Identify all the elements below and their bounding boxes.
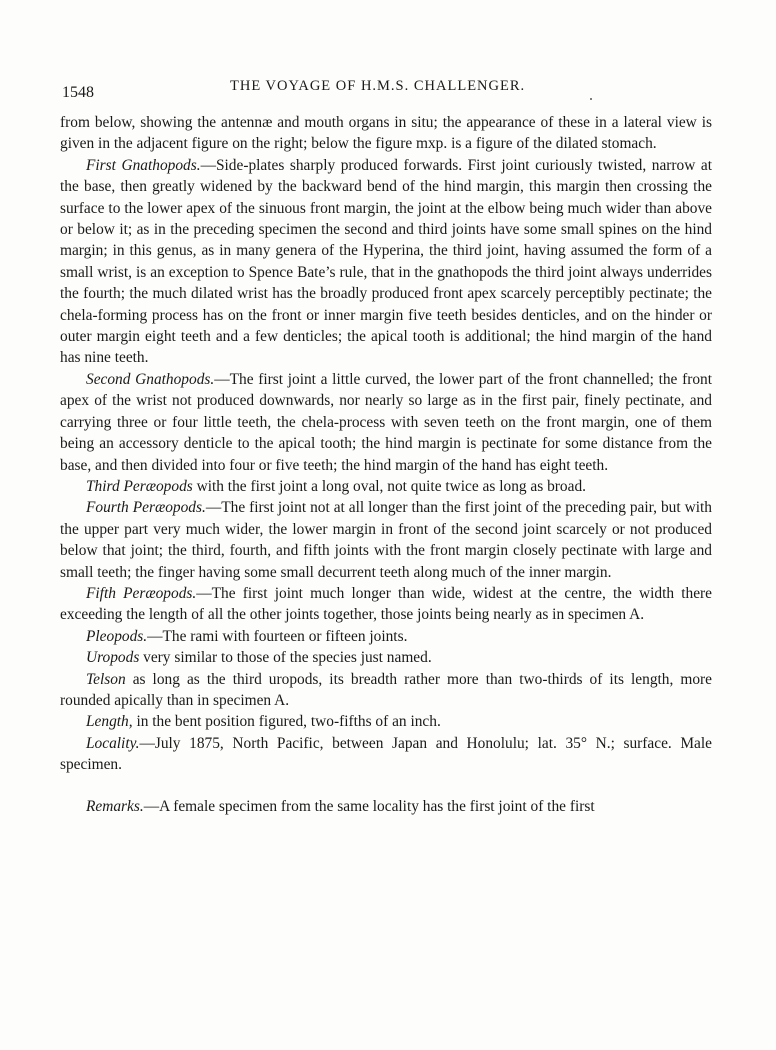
paragraph-text: —July 1875, North Pacific, between Japan and Honolulu; lat. 35° N.; surface. Male specimen. <box>60 734 712 774</box>
paragraph-length <box>60 711 712 732</box>
paragraph-lead: First Gnathopods. <box>86 156 201 174</box>
running-title: THE VOYAGE OF H.M.S. CHALLENGER. <box>230 78 526 94</box>
paragraph-locality <box>60 733 712 776</box>
page-header <box>62 78 712 102</box>
page-number: 1548 <box>62 84 94 101</box>
paragraph-uropods <box>60 647 712 668</box>
paragraph-lead: Fifth Peræopods. <box>86 584 197 602</box>
paragraph-text: —Side-plates sharply produced forwards. First joint curiously twisted, narrow at the base, then greatly widened by the backward bend of the hind margin, this margin then crossing the surface to the lower apex of the sinuous front margin, the joint at the elbow being much wider than above or below it; as in the preceding specimen the second and third joints have some small spines on the hind margin; in this genus, as in many genera of the Hyperina, the third joint, having assumed the form of a small wrist, is an exception to Spence Bate’s rule, that in the gnathopods the third joint always underrides the fourth; the much dilated wrist has the broadly produced front apex scarcely perceptibly pectinate; the chela-forming process has on the front or inner margin five teeth besides denticles, and on the hinder or outer margin eight teeth and a few denticles; the apical tooth is additional; the hind margin of the hand has nine teeth. <box>60 156 712 367</box>
print-speck <box>590 98 592 100</box>
paragraph-lead: Uropods <box>86 649 140 667</box>
paragraph-third-peraeopods <box>60 476 712 497</box>
paragraph-lead: Remarks. <box>86 797 144 815</box>
paragraph-text: —A female specimen from the same locality has the first joint of the first <box>143 797 595 815</box>
paragraph-first-gnathopods <box>60 155 712 369</box>
paragraph-continuation <box>60 112 712 155</box>
paragraph-lead: Fourth Peræopods. <box>86 499 206 517</box>
paragraph-text: as long as the third uropods, its breadth rather more than two-thirds of its length, more rounded apically than in specimen A. <box>60 670 712 709</box>
paragraph-telson <box>60 669 712 712</box>
paragraph-text: very similar to those of the species just named. <box>139 649 432 667</box>
paragraph-second-gnathopods <box>60 369 712 476</box>
paragraph-fourth-peraeopods <box>60 497 712 583</box>
paragraph-fifth-peraeopods <box>60 583 712 626</box>
paragraph-text: —The first joint a little curved, the lower part of the front channelled; the front apex of the wrist not produced downwards, nor nearly so large as in the first pair, finely pectinate, and carrying three or four little teeth, the chela-process with seven teeth on the front margin, one of them being an accessory denticle to the apical tooth; the hind margin is pectinate for some distance from the base, and then divided into four or five teeth; the hind margin of the hand has eight teeth. <box>60 370 712 474</box>
paragraph-text: with the first joint a long oval, not quite twice as long as broad. <box>192 477 586 495</box>
paragraph-lead: Locality. <box>86 734 140 752</box>
paragraph-pleopods <box>60 626 712 647</box>
paragraph-text: —The first joint much longer than wide, widest at the centre, the width there exceeding the length of all the other joints together, those joints being nearly as in specimen A. <box>60 584 712 624</box>
paragraph-text: —The first joint not at all longer than the first joint of the preceding pair, but with the upper part very much wider, the lower margin in front of the second joint scarcely or not produced below that joint; the third, fourth, and fifth joints with the front margin closely pectinate with large and small teeth; the finger having some small decurrent teeth along much of the inner margin. <box>60 499 712 581</box>
paragraph-lead: Pleopods. <box>86 627 148 645</box>
paragraph-text: in the bent position figured, two-fifths of an inch. <box>132 713 441 731</box>
paragraph-text: from below, showing the antennæ and mouth organs in situ; the appearance of these in a lateral view is given in the adjacent figure on the right; below the figure mxp. is a figure of the dilated stomach. <box>60 114 712 153</box>
body-text <box>60 112 712 817</box>
paragraph-lead: Length, <box>86 713 133 731</box>
paragraph-lead: Telson <box>86 670 126 688</box>
paragraph-remarks <box>60 796 712 817</box>
paragraph-lead: Second Gnathopods. <box>86 370 215 388</box>
paragraph-text: —The rami with fourteen or fifteen joints. <box>147 627 408 645</box>
paragraph-lead: Third Peræopods <box>86 477 193 495</box>
